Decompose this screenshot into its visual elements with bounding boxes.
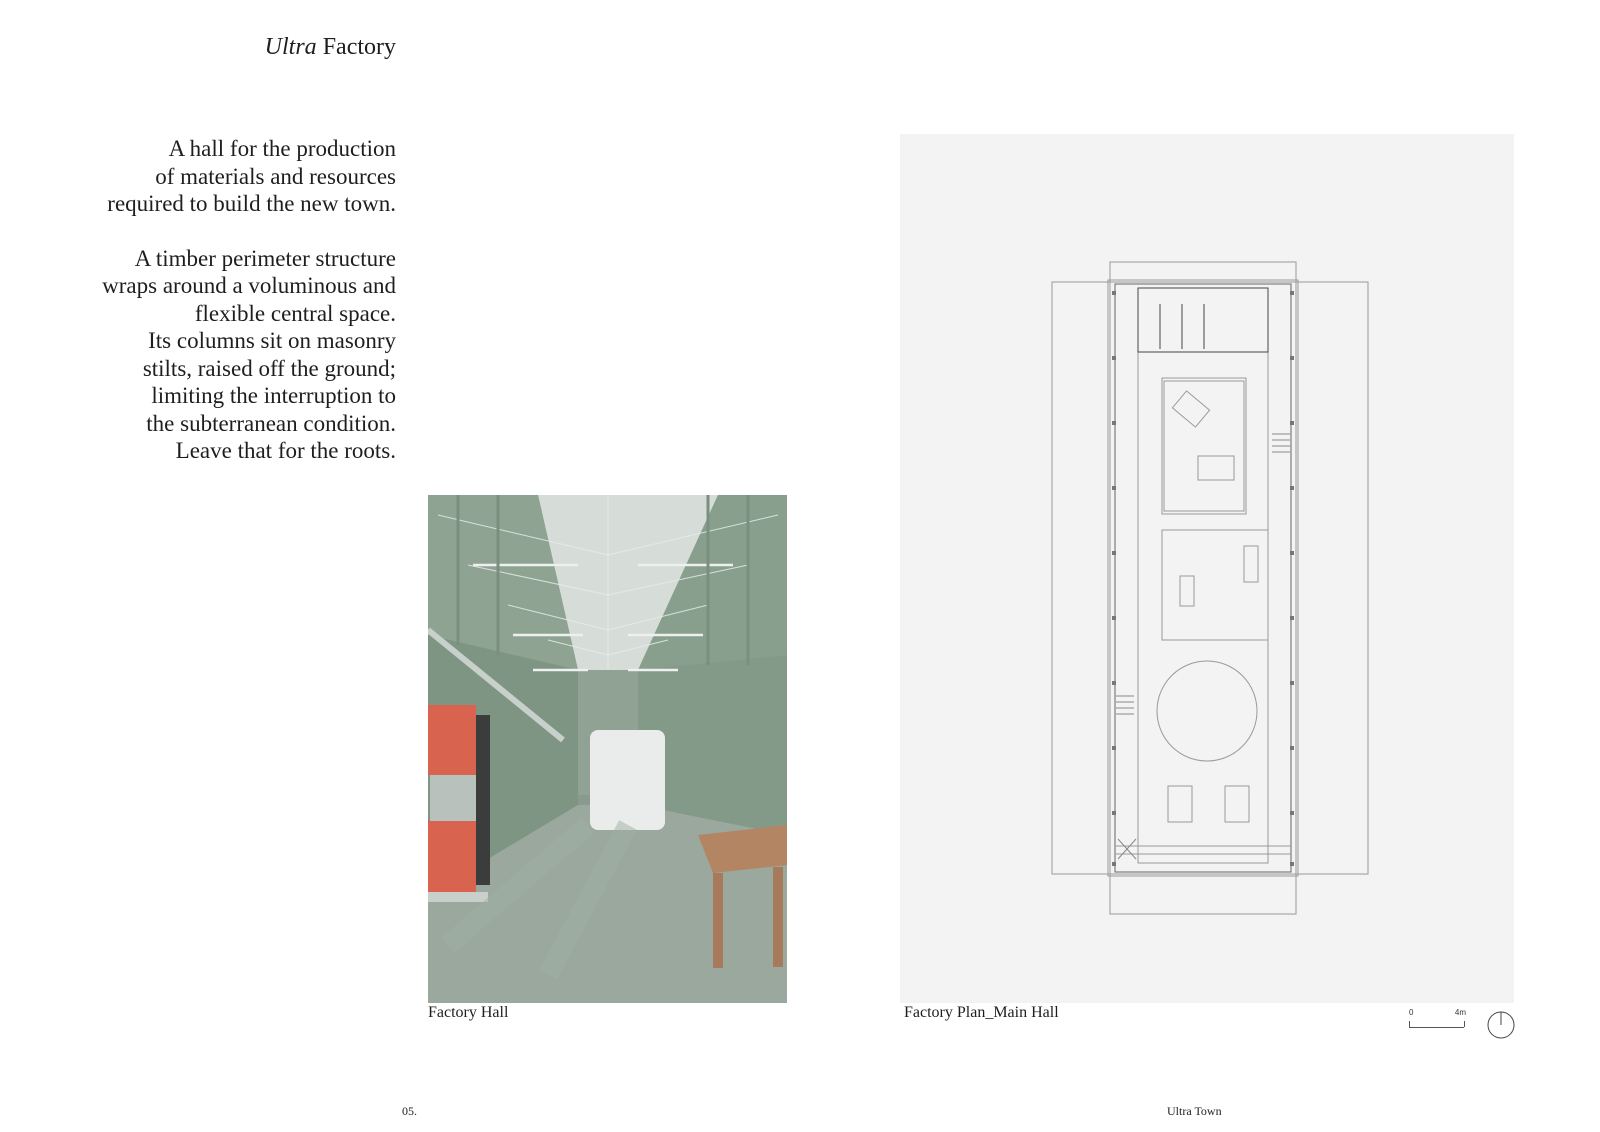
- plan-caption: Factory Plan_Main Hall: [904, 1004, 1059, 1021]
- text-line: of materials and resources: [155, 163, 396, 189]
- title-italic: Ultra: [264, 34, 317, 60]
- scale-start-label: 0: [1409, 1008, 1414, 1017]
- text-line: flexible central space.: [194, 300, 396, 326]
- text-line: Its columns sit on masonry: [148, 328, 396, 353]
- page-number: 05.: [402, 1104, 417, 1118]
- scale-end-label: 4m: [1454, 1008, 1466, 1017]
- factory-hall-image: [428, 495, 787, 1003]
- title-rest: Factory: [316, 34, 396, 60]
- text-line: wraps around a voluminous and: [102, 273, 396, 298]
- text-line: A timber perimeter structure: [134, 245, 396, 271]
- paragraph: [16, 135, 396, 218]
- scale-line: [1409, 1027, 1464, 1028]
- north-arrow-icon: [1487, 1011, 1515, 1039]
- paragraph: [16, 245, 396, 465]
- text-line: Leave that for the roots.: [175, 438, 396, 463]
- scale-tick: [1464, 1021, 1465, 1027]
- floor-plan-drawing: [900, 134, 1514, 1003]
- text-line: the subterranean condition.: [146, 410, 396, 436]
- photo-caption: Factory Hall: [428, 1004, 509, 1021]
- scale-tick: [1409, 1021, 1410, 1027]
- page-title: [265, 34, 396, 61]
- publication-title: Ultra Town: [1167, 1104, 1222, 1118]
- text-line: required to build the new town.: [107, 191, 396, 216]
- text-line: limiting the interruption to: [151, 383, 396, 408]
- text-line: A hall for the production: [168, 136, 396, 161]
- body-text: [16, 135, 396, 492]
- scale-bar: [1406, 1008, 1472, 1032]
- text-line: stilts, raised off the ground;: [142, 355, 396, 381]
